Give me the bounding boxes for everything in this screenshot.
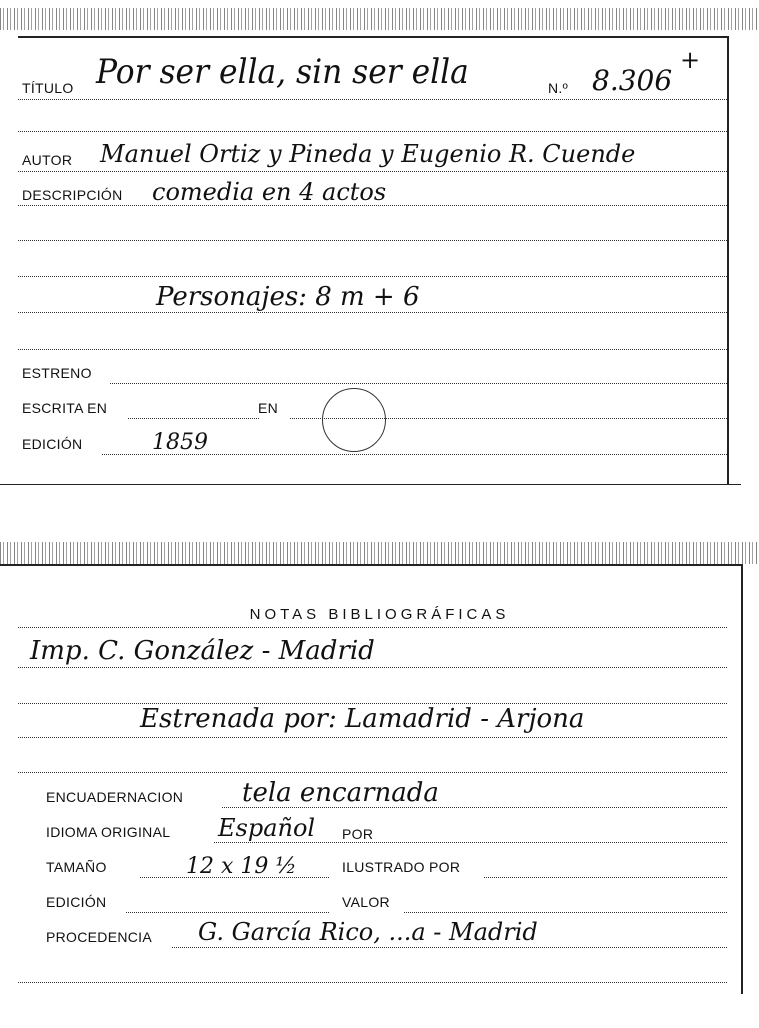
rule-line xyxy=(18,99,727,100)
ilustrado-label: ILUSTRADO POR xyxy=(342,859,461,875)
card-top-edge xyxy=(0,542,759,564)
titulo-value: Por ser ella, sin ser ella xyxy=(96,52,469,92)
rule-line xyxy=(128,418,259,419)
rule-line xyxy=(18,982,727,983)
autor-value: Manuel Ortiz y Pineda y Eugenio R. Cuende xyxy=(100,140,636,168)
note-estrenada: Estrenada por: Lamadrid - Arjona xyxy=(140,704,585,734)
estreno-label: ESTRENO xyxy=(22,365,92,381)
encuadernacion-value: tela encarnada xyxy=(242,778,439,808)
back-catalog-card xyxy=(0,540,759,1020)
rule-line xyxy=(18,349,727,350)
rule-line xyxy=(102,454,727,455)
numero-mark: + xyxy=(680,46,701,74)
descripcion-label: DESCRIPCIÓN xyxy=(22,187,123,203)
rule-line xyxy=(18,205,727,206)
edicion-value: 1859 xyxy=(152,430,208,455)
rule-line xyxy=(222,807,727,808)
rule-line xyxy=(18,737,727,738)
personajes-note: Personajes: 8 m + 6 xyxy=(156,282,420,312)
rule-line xyxy=(18,312,727,313)
edicion-label: EDICIÓN xyxy=(22,436,83,452)
note-imprenta: Imp. C. González - Madrid xyxy=(30,636,375,666)
card-bottom-edge xyxy=(0,484,741,485)
rule-line xyxy=(18,772,727,773)
notas-heading: NOTAS BIBLIOGRÁFICAS xyxy=(249,606,510,623)
titulo-label: TÍTULO xyxy=(22,80,74,96)
rule-line xyxy=(404,912,727,913)
autor-label: AUTOR xyxy=(22,152,73,168)
tamano-value: 12 x 19 ½ xyxy=(186,854,297,879)
rule-line xyxy=(126,912,329,913)
procedencia-label: PROCEDENCIA xyxy=(46,929,152,945)
rule-line xyxy=(18,171,727,172)
card-frame-right xyxy=(741,564,743,994)
valor-label: VALOR xyxy=(342,894,390,910)
rule-line xyxy=(214,842,727,843)
descripcion-value: comedia en 4 actos xyxy=(152,178,387,206)
rule-line xyxy=(18,627,727,628)
front-catalog-card xyxy=(0,0,759,494)
card-frame-right xyxy=(727,36,729,484)
back-edicion-label: EDICIÓN xyxy=(46,894,107,910)
escrita-en-label: ESCRITA EN xyxy=(22,400,108,416)
punch-hole xyxy=(322,388,386,452)
card-frame-top xyxy=(18,36,729,38)
por-label: POR xyxy=(342,826,374,842)
idioma-value: Español xyxy=(218,814,316,842)
numero-label: N.º xyxy=(548,80,569,96)
card-top-edge xyxy=(0,8,759,30)
rule-line xyxy=(18,240,727,241)
rule-line xyxy=(140,877,329,878)
idioma-label: IDIOMA ORIGINAL xyxy=(46,824,171,840)
tamano-label: TAMAÑO xyxy=(46,859,107,875)
numero-value: 8.306 xyxy=(592,64,673,97)
rule-line xyxy=(484,877,727,878)
rule-line xyxy=(18,131,727,132)
card-frame-top xyxy=(0,564,741,566)
rule-line xyxy=(110,383,727,384)
rule-line xyxy=(18,276,727,277)
rule-line xyxy=(172,947,727,948)
rule-line xyxy=(18,667,727,668)
en-label: EN xyxy=(258,400,279,416)
encuadernacion-label: ENCUADERNACION xyxy=(46,789,184,805)
procedencia-value: G. García Rico, ...a - Madrid xyxy=(198,918,538,946)
